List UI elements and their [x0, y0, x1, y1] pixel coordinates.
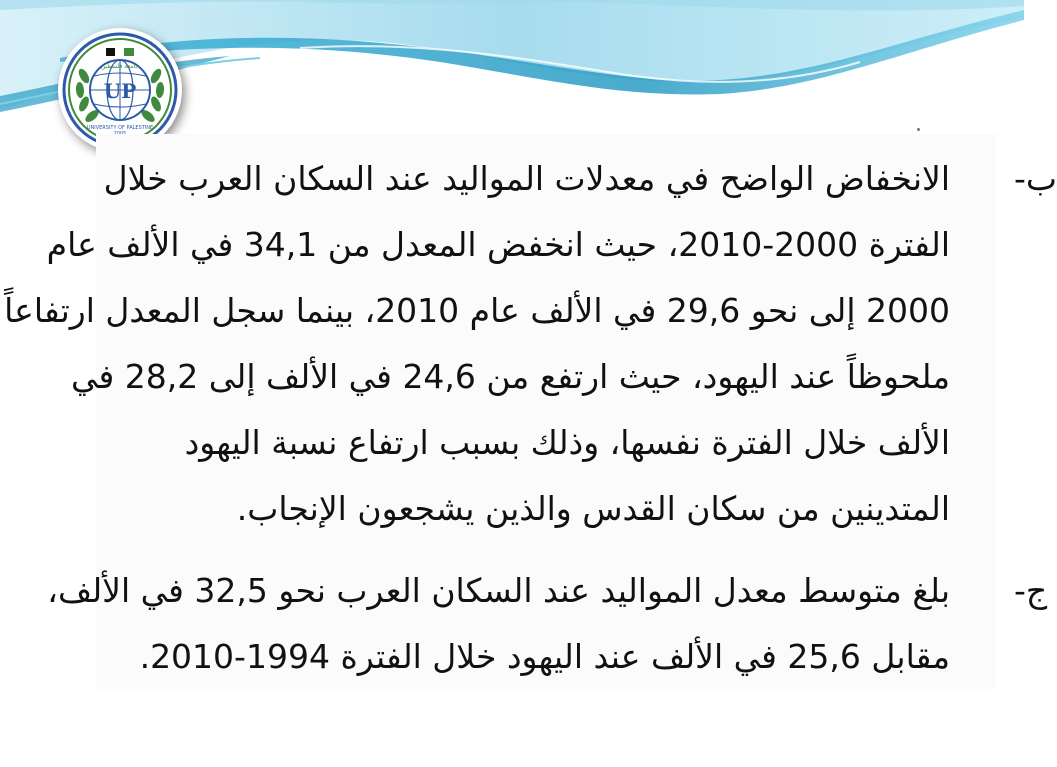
text-panel: [4, 134, 1057, 689]
item-b-line-2: الفترة 2000-2010، حيث انخفض المعدل من 34,1 في الألف عام: [46, 225, 950, 264]
item-c-line-2: مقابل 25,6 في الألف عند اليهود خلال الفترة 1994-2010.: [139, 637, 950, 676]
logo-arabic-name: جامعة فلسطين: [100, 63, 140, 70]
logo-english-name: UNIVERSITY OF PALESTINE: [86, 125, 154, 131]
logo-initials: UP: [103, 79, 137, 103]
item-c-line-1: بلغ متوسط معدل المواليد عند السكان العرب نحو 32,5 في الألف،: [47, 571, 950, 610]
item-b-line-5: الألف خلال الفترة نفسها، وذلك بسبب ارتفاع نسبة اليهود: [184, 423, 950, 462]
item-b-line-4: ملحوظاً عند اليهود، حيث ارتفع من 24,6 في الألف إلى 28,2 في: [71, 357, 950, 396]
stray-dot: [917, 128, 920, 131]
item-b-line-6: المتدينين من سكان القدس والذين يشجعون الإنجاب.: [236, 489, 950, 528]
item-b-line-1: الانخفاض الواضح في معدلات المواليد عند السكان العرب خلال: [103, 159, 950, 198]
item-b-line-3: 2000 إلى نحو 29,6 في الألف عام 2010، بينما سجل المعدل ارتفاعاً: [4, 291, 950, 330]
item-c-marker: ج-: [1014, 571, 1048, 610]
item-b-marker: ب-: [1014, 159, 1057, 198]
